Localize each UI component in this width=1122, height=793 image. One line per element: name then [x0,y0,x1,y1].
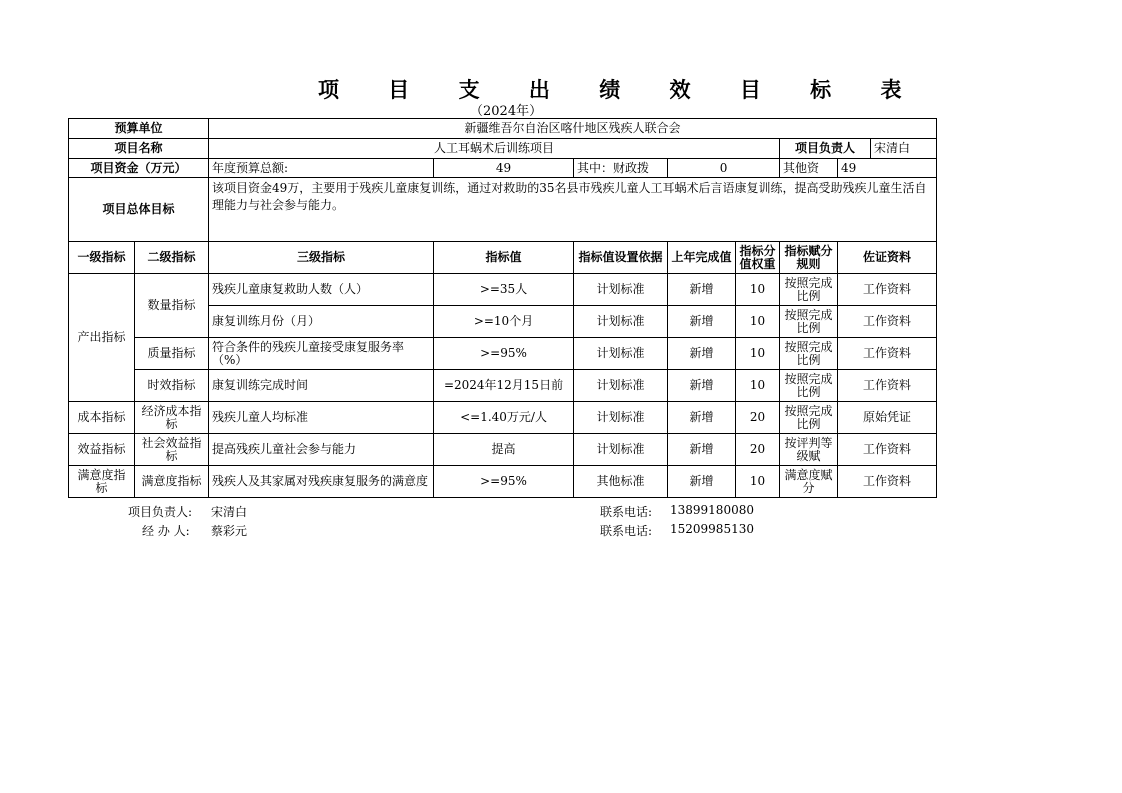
indicator-weight: 10 [736,466,780,498]
footer-manager-value: 宋清白 [211,505,248,519]
scoring-rule: 按照完成比例 [780,306,838,338]
scoring-rule: 按照完成比例 [780,370,838,402]
last-year-value: 新增 [668,434,736,466]
level2-indicator: 社会效益指标 [135,434,209,466]
indicator-name: 康复训练完成时间 [209,370,434,402]
footer-phone-label: 联系电话: [600,505,653,519]
evidence: 工作资料 [838,306,937,338]
level2-indicator: 数量指标 [135,274,209,338]
indicator-value: >=35人 [434,274,574,306]
level2-indicator: 满意度指标 [135,466,209,498]
evidence: 工作资料 [838,466,937,498]
indicator-weight: 10 [736,338,780,370]
indicator-value: >=95% [434,466,574,498]
overall-goal-text: 该项目资金49万，主要用于残疾儿童康复训练，通过对救助的35名县市残疾儿童人工耳蜗术后言语康复训练，提高受助残疾儿童生活自理能力与社会参与能力。 [209,178,937,242]
scoring-rule: 满意度赋分 [780,466,838,498]
indicator-weight: 10 [736,370,780,402]
level1-indicator: 满意度指标 [69,466,135,498]
last-year-value: 新增 [668,306,736,338]
indicator-basis: 计划标准 [574,370,668,402]
indicator-weight: 20 [736,434,780,466]
indicator-value: >=95% [434,338,574,370]
project-name-value: 人工耳蜗术后训练项目 [209,139,780,159]
column-header: 指标分值权重 [736,242,780,274]
overall-goal-label: 项目总体目标 [69,178,209,242]
last-year-value: 新增 [668,402,736,434]
scoring-rule: 按照完成比例 [780,338,838,370]
budget-unit-label: 预算单位 [69,119,209,139]
footer-phone-value: 13899180080 [670,503,754,517]
year-label: （2024年） [470,104,543,119]
indicator-value: >=10个月 [434,306,574,338]
indicator-basis: 计划标准 [574,338,668,370]
last-year-value: 新增 [668,370,736,402]
indicator-basis: 计划标准 [574,306,668,338]
evidence: 原始凭证 [838,402,937,434]
footer-handler-label: 经 办 人: [142,524,190,538]
scoring-rule: 按照完成比例 [780,274,838,306]
indicator-name: 符合条件的残疾儿童接受康复服务率（%） [209,338,434,370]
table-row [69,434,937,466]
indicator-name: 残疾儿童康复救助人数（人） [209,274,434,306]
table-row [69,338,937,370]
annual-budget-label: 年度预算总额: [209,159,434,178]
level1-indicator: 效益指标 [69,434,135,466]
indicator-basis: 其他标准 [574,466,668,498]
evidence: 工作资料 [838,370,937,402]
budget-unit-value: 新疆维吾尔自治区喀什地区残疾人联合会 [209,119,937,139]
level1-indicator: 产出指标 [69,274,135,402]
level1-indicator: 成本指标 [69,402,135,434]
performance-table [68,118,937,498]
level2-indicator: 质量指标 [135,338,209,370]
scoring-rule: 按照完成比例 [780,402,838,434]
column-header: 指标值 [434,242,574,274]
evidence: 工作资料 [838,434,937,466]
table-row [69,402,937,434]
project-manager-label: 项目负责人 [780,139,871,159]
column-header: 上年完成值 [668,242,736,274]
page-title: 项 目 支 出 绩 效 目 标 表 [318,78,923,102]
column-header: 指标赋分规则 [780,242,838,274]
indicator-name: 残疾人及其家属对残疾康复服务的满意度 [209,466,434,498]
table-row [69,274,937,306]
indicator-value: <=1.40万元/人 [434,402,574,434]
project-name-label: 项目名称 [69,139,209,159]
fiscal-label: 其中：财政拨 [574,159,668,178]
other-funds-label: 其他资 [780,159,838,178]
last-year-value: 新增 [668,466,736,498]
table-row [69,370,937,402]
indicator-weight: 10 [736,306,780,338]
indicator-basis: 计划标准 [574,434,668,466]
project-manager-value: 宋清白 [871,139,937,159]
column-header: 指标值设置依据 [574,242,668,274]
column-header: 佐证资料 [838,242,937,274]
fiscal-value: 0 [668,159,780,178]
indicator-basis: 计划标准 [574,402,668,434]
indicator-name: 康复训练月份（月） [209,306,434,338]
indicator-weight: 10 [736,274,780,306]
footer-handler-value: 蔡彩元 [211,524,248,538]
other-funds-value: 49 [838,159,937,178]
indicator-weight: 20 [736,402,780,434]
footer-manager-label: 项目负责人: [128,505,193,519]
annual-budget-value: 49 [434,159,574,178]
footer-phone-value: 15209985130 [670,522,754,536]
column-header: 二级指标 [135,242,209,274]
indicator-value: 提高 [434,434,574,466]
evidence: 工作资料 [838,274,937,306]
last-year-value: 新增 [668,274,736,306]
last-year-value: 新增 [668,338,736,370]
level2-indicator: 经济成本指标 [135,402,209,434]
project-fund-label: 项目资金（万元） [69,159,209,178]
footer-phone-label: 联系电话: [600,524,653,538]
column-header: 一级指标 [69,242,135,274]
indicator-value: =2024年12月15日前 [434,370,574,402]
scoring-rule: 按评判等级赋 [780,434,838,466]
evidence: 工作资料 [838,338,937,370]
indicator-name: 残疾儿童人均标准 [209,402,434,434]
indicator-basis: 计划标准 [574,274,668,306]
table-row [69,466,937,498]
level2-indicator: 时效指标 [135,370,209,402]
column-header: 三级指标 [209,242,434,274]
indicator-name: 提高残疾儿童社会参与能力 [209,434,434,466]
